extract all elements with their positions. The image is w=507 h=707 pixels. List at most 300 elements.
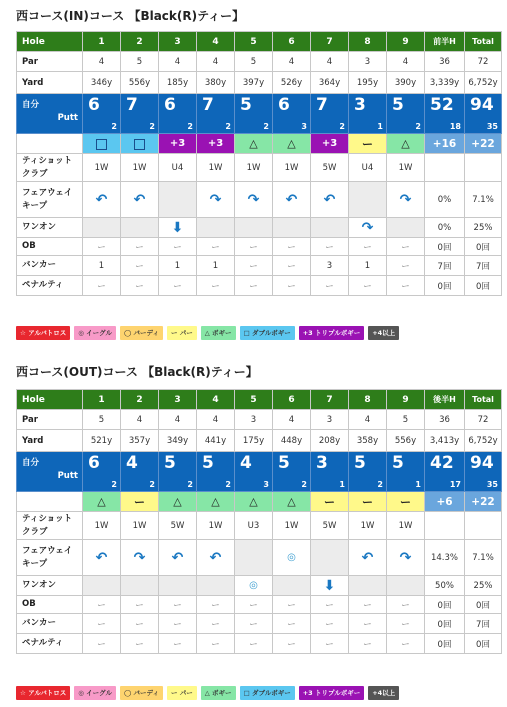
fairway-cell xyxy=(349,540,387,576)
bunker-cell xyxy=(121,614,159,634)
stroke-count: 6 xyxy=(88,95,100,115)
score-cell xyxy=(387,452,425,492)
ob-cell xyxy=(197,238,235,256)
score-cell xyxy=(235,452,273,492)
penalty-cell xyxy=(349,634,387,654)
dash-value: ー xyxy=(363,639,372,650)
legend-item: □ ダブルボギー xyxy=(240,326,295,340)
result-text: +16 xyxy=(432,137,457,150)
legend-item: ー パー xyxy=(167,326,197,340)
stroke-count: 5 xyxy=(354,453,366,473)
stat-value: 7回 xyxy=(437,261,452,272)
stroke-count: 4 xyxy=(240,453,252,473)
ob-cell xyxy=(311,596,349,614)
hole-number: 1 xyxy=(83,390,121,410)
stat-value: 7.1% xyxy=(472,552,494,563)
bunker-cell xyxy=(197,256,235,276)
dash-value: ー xyxy=(211,639,220,650)
fairway-cell xyxy=(235,540,273,576)
tee-cell xyxy=(425,512,465,540)
tee-cell xyxy=(121,154,159,182)
result-cell xyxy=(349,134,387,154)
result-cell xyxy=(197,134,235,154)
stat-value: 1W xyxy=(132,162,147,173)
putt-count: 2 xyxy=(225,122,231,131)
bunker-cell xyxy=(273,614,311,634)
hole-number: 4 xyxy=(197,390,235,410)
putt-count: 2 xyxy=(149,122,155,131)
score-row xyxy=(17,452,502,492)
score-cell xyxy=(387,94,425,134)
legend-item: ◯ バーディ xyxy=(120,326,163,340)
onon-cell xyxy=(273,576,311,596)
bunker-cell xyxy=(159,256,197,276)
bunker-cell xyxy=(465,614,502,634)
score-cell xyxy=(159,452,197,492)
result-cell xyxy=(349,492,387,512)
result-cell xyxy=(159,134,197,154)
fairway-cell xyxy=(311,540,349,576)
fairway-hit-icon: ◎ xyxy=(249,579,258,591)
putt-count: 2 xyxy=(377,480,383,489)
tee-label xyxy=(17,512,83,540)
fairway-hit-icon: ◎ xyxy=(287,551,296,563)
ob-cell xyxy=(273,238,311,256)
yard-value: 358y xyxy=(349,430,387,452)
bunker-label-text: バンカー xyxy=(22,260,57,270)
dash-value: ー xyxy=(401,619,410,630)
tee-label-text: ティショット クラブ xyxy=(22,155,73,179)
dash-value: ー xyxy=(325,242,334,253)
par-icon: ー xyxy=(324,495,335,509)
tee-cell xyxy=(465,154,502,182)
stat-value: 0回 xyxy=(437,639,452,650)
bunker-label xyxy=(17,614,83,634)
stat-value: 50% xyxy=(435,580,454,591)
tee-cell xyxy=(387,512,425,540)
penalty-row xyxy=(17,634,502,654)
stat-value: 5W xyxy=(322,162,337,173)
stat-value: 5W xyxy=(322,520,337,531)
par-value: 4 xyxy=(387,52,425,72)
miss-left-icon: ↶ xyxy=(285,191,298,208)
dash-value: ー xyxy=(249,281,258,292)
putt-count: 1 xyxy=(339,480,345,489)
stat-value: 0回 xyxy=(437,281,452,292)
ob-cell xyxy=(349,238,387,256)
fairway-cell xyxy=(425,182,465,218)
putt-count: 2 xyxy=(301,480,307,489)
penalty-cell xyxy=(387,634,425,654)
ob-cell xyxy=(83,238,121,256)
score-cell xyxy=(349,94,387,134)
ob-label xyxy=(17,238,83,256)
dash-value: ー xyxy=(211,242,220,253)
stat-value: 0回 xyxy=(476,639,490,650)
result-cell xyxy=(465,134,502,154)
stroke-count: 6 xyxy=(278,95,290,115)
bunker-cell xyxy=(311,614,349,634)
score-cell xyxy=(273,452,311,492)
par-value: 4 xyxy=(311,52,349,72)
penalty-cell xyxy=(273,634,311,654)
result-text: +22 xyxy=(471,495,495,508)
hole-header: Hole xyxy=(17,390,83,410)
stroke-count: 94 xyxy=(470,95,494,115)
legend-item: +4以上 xyxy=(368,326,399,340)
penalty-row xyxy=(17,276,502,296)
tee-label xyxy=(17,154,83,182)
dash-value: ー xyxy=(249,619,258,630)
bunker-cell xyxy=(235,614,273,634)
fairway-cell xyxy=(197,540,235,576)
result-cell xyxy=(197,492,235,512)
onon-cell xyxy=(121,576,159,596)
legend-item: +3 トリプルボギー xyxy=(299,326,364,340)
legend-item: ◯ バーディ xyxy=(120,686,163,700)
bunker-cell xyxy=(387,256,425,276)
yard-value: 3,339y xyxy=(425,72,465,94)
stat-value: 1W xyxy=(398,520,413,531)
onon-cell xyxy=(311,576,349,596)
stroke-count: 4 xyxy=(126,453,138,473)
tee-cell xyxy=(311,154,349,182)
tee-cell xyxy=(235,512,273,540)
result-cell xyxy=(425,492,465,512)
fairway-cell xyxy=(159,182,197,218)
legend-item: +3 トリプルボギー xyxy=(299,686,364,700)
onon-cell xyxy=(387,576,425,596)
dash-value: ー xyxy=(135,261,144,272)
stat-value: 0回 xyxy=(437,619,452,630)
putt-count: 35 xyxy=(486,480,498,489)
score-row xyxy=(17,94,502,134)
ob-cell xyxy=(465,238,502,256)
in-course-title: 西コース(IN)コース 【Black(R)ティー】 xyxy=(16,9,245,23)
par-row xyxy=(17,52,502,72)
ob-label xyxy=(17,596,83,614)
dash-value: ー xyxy=(287,281,296,292)
putt-count: 1 xyxy=(415,480,421,489)
yard-row xyxy=(17,430,502,452)
score-cell xyxy=(425,452,465,492)
bunker-row xyxy=(17,256,502,276)
dash-value: ー xyxy=(135,619,144,630)
on-green-icon: ⬇ xyxy=(171,219,184,236)
ob-label-text: OB xyxy=(22,599,36,609)
result-cell xyxy=(387,134,425,154)
bunker-cell xyxy=(83,256,121,276)
penalty-cell xyxy=(273,276,311,296)
total-header: Total xyxy=(465,32,502,52)
hole-number: 1 xyxy=(83,32,121,52)
putt-count: 2 xyxy=(187,480,193,489)
yard-value: 195y xyxy=(349,72,387,94)
in-course-scorecard xyxy=(16,31,502,296)
hole-number: 3 xyxy=(159,390,197,410)
dash-value: ー xyxy=(173,281,182,292)
bogey-icon: △ xyxy=(211,495,220,508)
fairway-cell xyxy=(159,540,197,576)
penalty-label xyxy=(17,276,83,296)
ob-cell xyxy=(159,596,197,614)
stat-value: 1W xyxy=(284,162,299,173)
dash-value: ー xyxy=(211,619,220,630)
result-row xyxy=(17,492,502,512)
penalty-cell xyxy=(159,634,197,654)
stat-value: 1W xyxy=(94,520,109,531)
total-header: 後半H xyxy=(425,390,465,410)
putt-count: 18 xyxy=(449,122,461,131)
stroke-count: 7 xyxy=(202,95,214,115)
fairway-label-text: フェアウェイ キープ xyxy=(22,545,73,569)
result-cell xyxy=(121,134,159,154)
putt-count: 2 xyxy=(149,480,155,489)
fairway-cell xyxy=(235,182,273,218)
tee-cell xyxy=(465,512,502,540)
hole-number: 7 xyxy=(311,32,349,52)
legend-item: ☆ アルバトロス xyxy=(16,686,70,700)
double-bogey-icon xyxy=(96,139,107,150)
par-value: 4 xyxy=(159,52,197,72)
yard-value: 380y xyxy=(197,72,235,94)
dash-value: ー xyxy=(287,600,296,611)
dash-value: ー xyxy=(325,281,334,292)
fairway-cell xyxy=(83,182,121,218)
score-cell xyxy=(197,452,235,492)
stat-value: U4 xyxy=(361,162,374,173)
bunker-label xyxy=(17,256,83,276)
miss-right-icon: ↷ xyxy=(399,549,412,566)
out-score-legend xyxy=(16,686,399,700)
fairway-cell xyxy=(349,182,387,218)
par-value: 5 xyxy=(235,52,273,72)
dash-value: ー xyxy=(97,600,106,611)
miss-left-icon: ↶ xyxy=(133,191,146,208)
tee-label-text: ティショット クラブ xyxy=(22,513,73,537)
bunker-cell xyxy=(387,614,425,634)
yard-value: 357y xyxy=(121,430,159,452)
dash-value: ー xyxy=(363,619,372,630)
fairway-cell xyxy=(83,540,121,576)
onon-cell xyxy=(425,218,465,238)
result-cell xyxy=(235,134,273,154)
tee-cell xyxy=(349,512,387,540)
bogey-icon: △ xyxy=(97,495,106,508)
tee-cell xyxy=(159,154,197,182)
stroke-count: 94 xyxy=(470,453,494,473)
dash-value: ー xyxy=(135,281,144,292)
dash-value: ー xyxy=(401,242,410,253)
result-text: +22 xyxy=(471,137,495,150)
putt-count: 2 xyxy=(111,480,117,489)
penalty-cell xyxy=(465,276,502,296)
onon-row xyxy=(17,218,502,238)
putt-count: 17 xyxy=(449,480,461,489)
onon-cell xyxy=(197,576,235,596)
dash-value: ー xyxy=(97,242,106,253)
tee-cell xyxy=(235,154,273,182)
tee-cell xyxy=(197,512,235,540)
dash-value: ー xyxy=(325,600,334,611)
stat-value: 25% xyxy=(473,222,493,233)
result-text: +3 xyxy=(321,138,338,149)
miss-right-icon: ↷ xyxy=(133,549,146,566)
onon-label xyxy=(17,218,83,238)
yard-value: 346y xyxy=(83,72,121,94)
dash-value: ー xyxy=(249,261,258,272)
bunker-cell xyxy=(311,256,349,276)
hole-number: 2 xyxy=(121,390,159,410)
par-value: 4 xyxy=(197,52,235,72)
out-course-scorecard xyxy=(16,389,502,654)
score-cell xyxy=(83,452,121,492)
par-label: Par xyxy=(17,52,83,72)
penalty-label xyxy=(17,634,83,654)
dash-value: ー xyxy=(211,281,220,292)
stat-value: 1W xyxy=(208,520,223,531)
fairway-cell xyxy=(387,182,425,218)
bunker-cell xyxy=(83,614,121,634)
result-row xyxy=(17,134,502,154)
dash-value: ー xyxy=(173,639,182,650)
par-row xyxy=(17,410,502,430)
fairway-cell xyxy=(425,540,465,576)
bunker-cell xyxy=(235,256,273,276)
penalty-cell xyxy=(425,634,465,654)
fairway-label-text: フェアウェイ キープ xyxy=(22,187,73,211)
hole-header: Hole xyxy=(17,32,83,52)
score-cell xyxy=(465,452,502,492)
result-cell xyxy=(311,492,349,512)
ob-cell xyxy=(197,596,235,614)
stat-value: 25% xyxy=(473,580,493,591)
putt-count: 1 xyxy=(377,122,383,131)
result-cell xyxy=(273,492,311,512)
bunker-row xyxy=(17,614,502,634)
yard-value: 441y xyxy=(197,430,235,452)
bogey-icon: △ xyxy=(287,137,296,150)
putt-count: 2 xyxy=(111,122,117,131)
bunker-cell xyxy=(197,614,235,634)
ob-cell xyxy=(121,596,159,614)
result-cell xyxy=(311,134,349,154)
result-cell xyxy=(425,134,465,154)
bunker-label-text: バンカー xyxy=(22,618,57,628)
hole-number: 7 xyxy=(311,390,349,410)
fairway-cell xyxy=(465,182,502,218)
hole-number: 5 xyxy=(235,32,273,52)
miss-right-icon: ↷ xyxy=(209,191,222,208)
miss-right-icon: ↷ xyxy=(247,191,260,208)
tee-cell xyxy=(121,512,159,540)
legend-item: ◎ イーグル xyxy=(74,326,116,340)
ob-cell xyxy=(273,596,311,614)
my-score-label: 自分 xyxy=(22,100,40,110)
onon-cell xyxy=(159,218,197,238)
penalty-cell xyxy=(121,276,159,296)
stat-value: 1W xyxy=(284,520,299,531)
tee-row xyxy=(17,154,502,182)
yard-value: 556y xyxy=(387,430,425,452)
dash-value: ー xyxy=(401,639,410,650)
my-score-label: 自分 xyxy=(22,458,40,468)
onon-cell xyxy=(159,576,197,596)
fairway-cell xyxy=(273,540,311,576)
miss-right-icon: ↷ xyxy=(361,219,374,236)
putt-count: 2 xyxy=(339,122,345,131)
dash-value: ー xyxy=(135,600,144,611)
penalty-cell xyxy=(425,276,465,296)
bogey-icon: △ xyxy=(401,137,410,150)
fairway-cell xyxy=(311,182,349,218)
penalty-label-text: ペナルティ xyxy=(22,638,64,648)
dash-value: ー xyxy=(401,600,410,611)
hole-number: 3 xyxy=(159,32,197,52)
stroke-count: 5 xyxy=(392,453,404,473)
onon-cell xyxy=(197,218,235,238)
dash-value: ー xyxy=(173,619,182,630)
score-cell xyxy=(425,94,465,134)
tee-cell xyxy=(197,154,235,182)
par-value: 5 xyxy=(121,52,159,72)
stat-value: 1W xyxy=(398,162,413,173)
stat-value: 14.3% xyxy=(430,552,458,563)
yard-value: 364y xyxy=(311,72,349,94)
bunker-cell xyxy=(159,614,197,634)
fairway-cell xyxy=(387,540,425,576)
result-text: +3 xyxy=(169,138,186,149)
yard-label: Yard xyxy=(17,430,83,452)
fairway-cell xyxy=(121,182,159,218)
bunker-cell xyxy=(273,256,311,276)
bogey-icon: △ xyxy=(249,137,258,150)
par-value: 4 xyxy=(273,410,311,430)
par-icon: ー xyxy=(362,137,373,151)
stat-value: 0% xyxy=(437,194,452,205)
stat-value: 1 xyxy=(98,260,105,271)
tee-cell xyxy=(83,154,121,182)
par-icon: ー xyxy=(362,495,373,509)
yard-value: 6,752y xyxy=(465,430,502,452)
miss-left-icon: ↶ xyxy=(323,191,336,208)
onon-cell xyxy=(349,218,387,238)
yard-value: 397y xyxy=(235,72,273,94)
stat-value: 5W xyxy=(170,520,185,531)
miss-right-icon: ↷ xyxy=(399,191,412,208)
par-value: 3 xyxy=(349,52,387,72)
bunker-cell xyxy=(425,614,465,634)
par-value: 4 xyxy=(159,410,197,430)
yard-value: 556y xyxy=(121,72,159,94)
par-value: 3 xyxy=(235,410,273,430)
stat-value: 1W xyxy=(94,162,109,173)
stroke-count: 3 xyxy=(354,95,366,115)
onon-cell xyxy=(83,576,121,596)
stat-value: U4 xyxy=(171,162,184,173)
putt-count: 2 xyxy=(415,122,421,131)
yard-value: 6,752y xyxy=(465,72,502,94)
bunker-cell xyxy=(425,256,465,276)
ob-cell xyxy=(465,596,502,614)
penalty-cell xyxy=(235,634,273,654)
penalty-cell xyxy=(83,634,121,654)
on-green-icon: ⬇ xyxy=(323,577,336,594)
stat-value: 1 xyxy=(174,260,181,271)
stroke-count: 6 xyxy=(164,95,176,115)
yard-value: 526y xyxy=(273,72,311,94)
ob-row xyxy=(17,238,502,256)
